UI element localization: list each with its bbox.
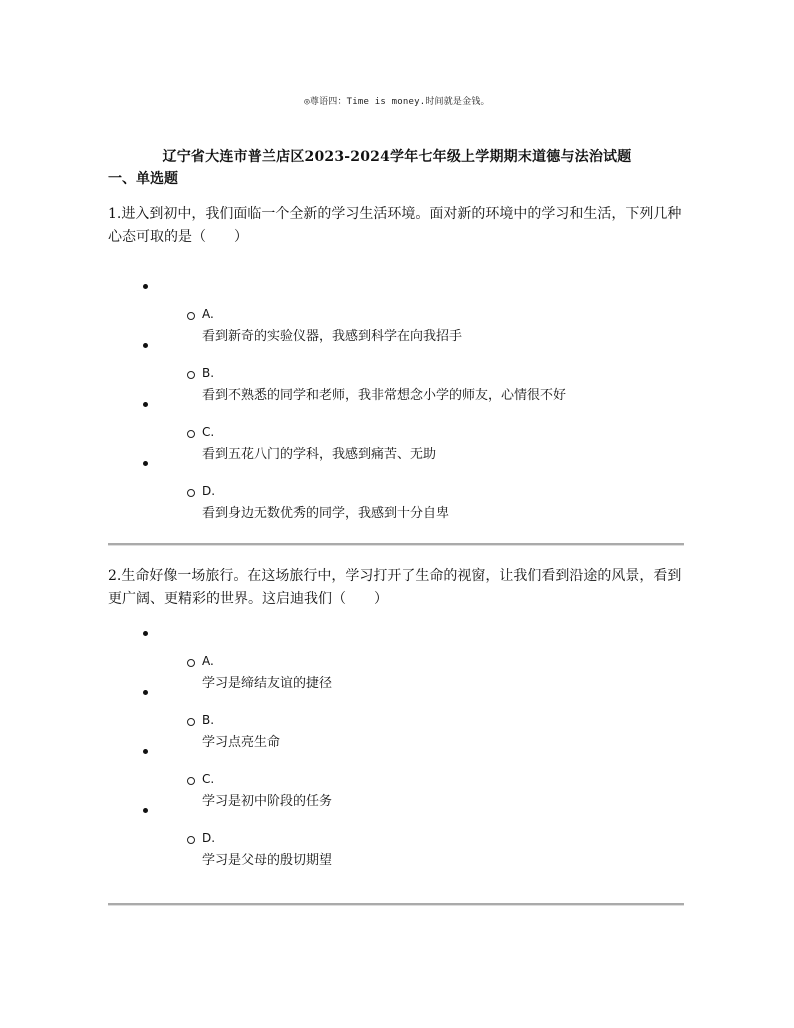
option-b[interactable] [108,341,688,403]
document-title: 辽宁省大连市普兰店区2023-2024学年七年级上学期期末道德与法治试题 [162,149,632,165]
option-letter: A. [202,654,214,668]
radio-circle-icon[interactable] [187,836,196,845]
option-letter: D. [202,831,216,845]
radio-circle-icon[interactable] [187,430,196,439]
bullet-icon [143,808,148,813]
option-letter: C. [202,772,215,786]
radio-circle-icon[interactable] [187,777,196,786]
bullet-icon [143,690,148,695]
option-text: 看到新奇的实验仪器，我感到科学在向我招手 [202,329,463,344]
bullet-icon [143,284,148,289]
bullet-icon [143,402,148,407]
option-list [108,282,688,521]
radio-circle-icon[interactable] [187,489,196,498]
option-c[interactable] [108,747,688,809]
bullet-icon [143,749,148,754]
radio-circle-icon[interactable] [187,371,196,380]
page-motto: ◎尊语四：Time is money.时间就是金钱。 [304,97,490,107]
option-text: 学习是父母的殷切期望 [202,853,333,868]
option-a[interactable] [108,629,688,691]
option-letter: B. [202,366,215,380]
question-divider [108,543,684,546]
radio-circle-icon[interactable] [187,718,196,727]
option-text: 看到五花八门的学科，我感到痛苦、无助 [202,447,437,462]
option-c[interactable] [108,400,688,462]
bullet-icon [143,461,148,466]
question-1 [108,203,688,521]
section-heading: 一、单选题 [108,171,178,187]
option-text: 学习点亮生命 [202,735,281,750]
option-letter: A. [202,307,214,321]
question-stem: 2.生命好像一场旅行。在这场旅行中，学习打开了生命的视窗，让我们看到沿途的风景，看到更广阔、更精彩的世界。这启迪我们（ ） [108,568,682,607]
option-text: 看到身边无数优秀的同学，我感到十分自卑 [202,506,450,521]
option-text: 学习是初中阶段的任务 [202,794,333,809]
option-list [108,629,688,868]
question-divider [108,903,684,906]
option-letter: B. [202,713,215,727]
radio-circle-icon[interactable] [187,312,196,321]
option-text: 学习是缔结友谊的捷径 [202,676,333,691]
option-d[interactable] [108,459,688,521]
option-a[interactable] [108,282,688,344]
option-letter: D. [202,484,216,498]
radio-circle-icon[interactable] [187,659,196,668]
question-stem: 1.进入到初中，我们面临一个全新的学习生活环境。面对新的环境中的学习和生活，下列几种心态可取的是（ ） [108,206,682,245]
option-b[interactable] [108,688,688,750]
question-2 [108,565,688,868]
bullet-icon [143,631,148,636]
option-d[interactable] [108,806,688,868]
option-text: 看到不熟悉的同学和老师，我非常想念小学的师友，心情很不好 [202,388,567,403]
bullet-icon [143,343,148,348]
option-letter: C. [202,425,215,439]
